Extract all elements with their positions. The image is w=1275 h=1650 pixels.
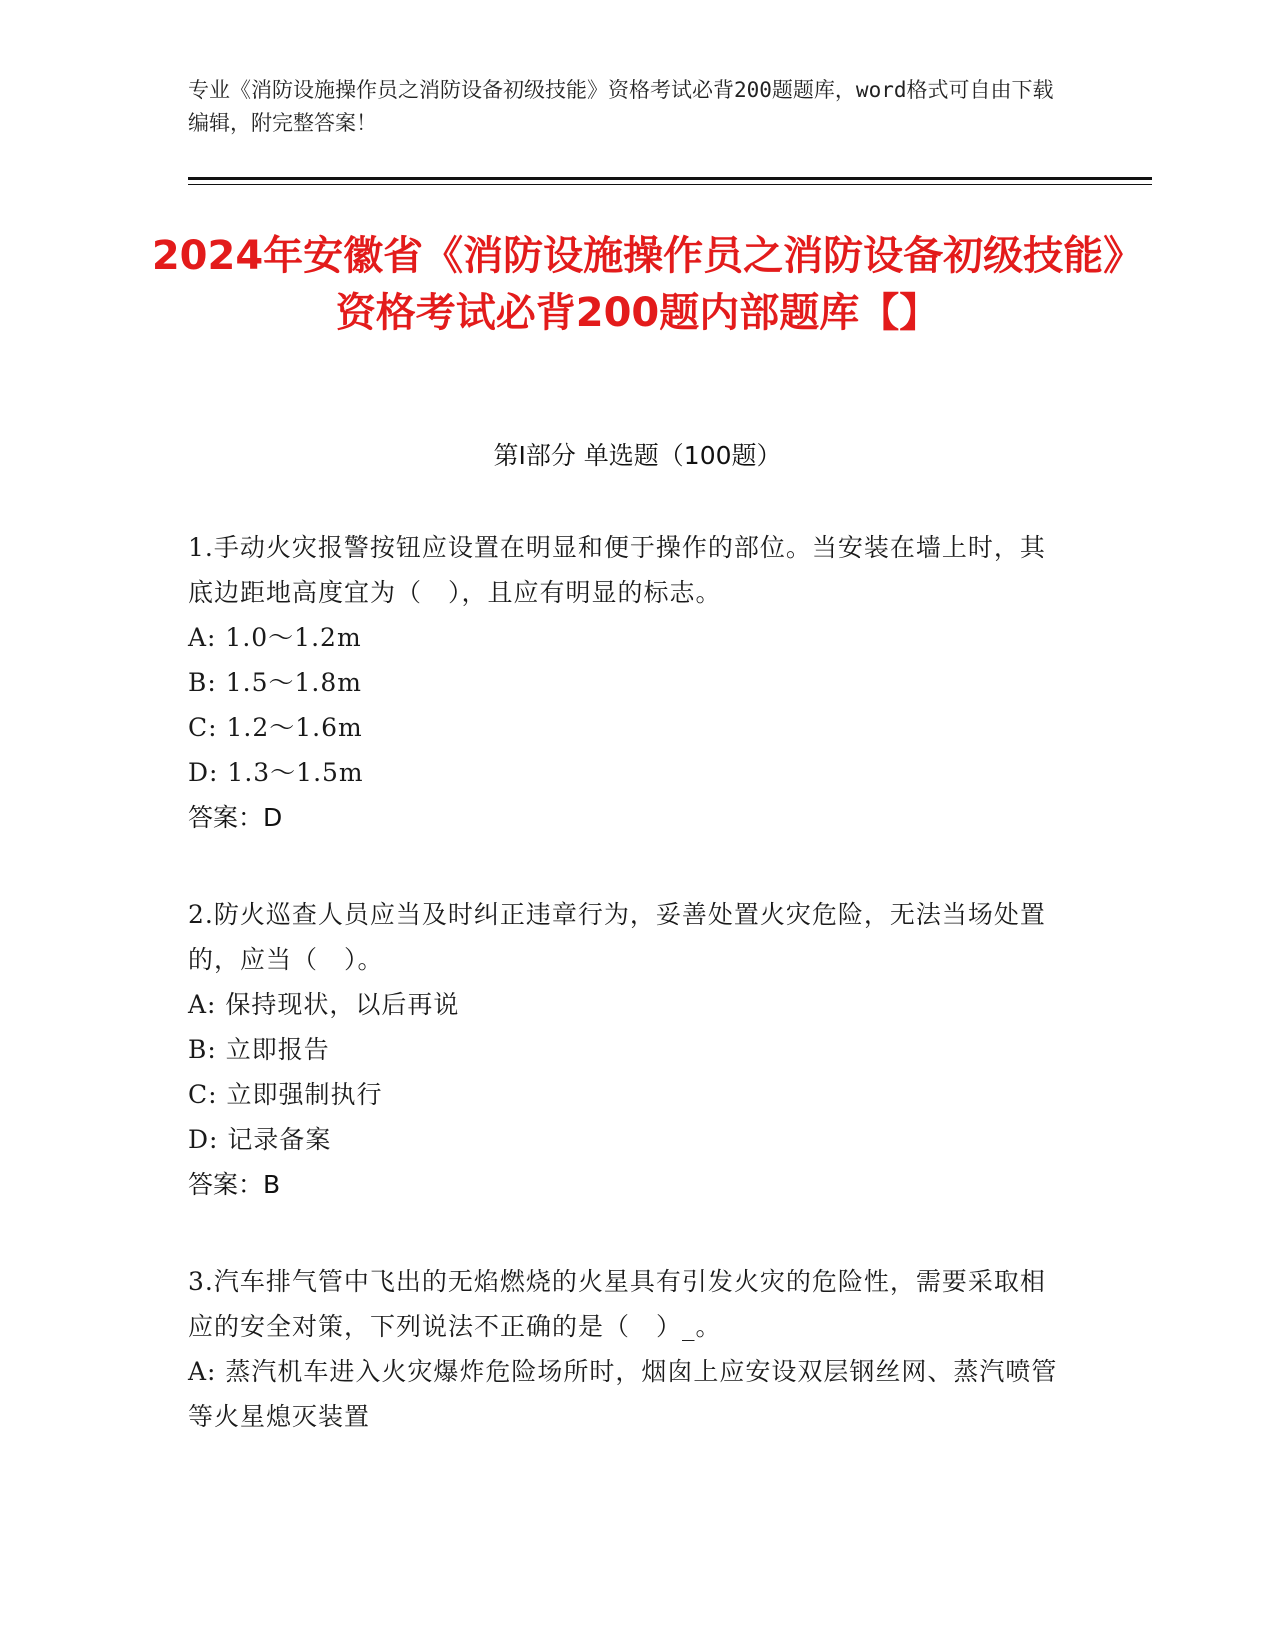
question-stem: 1.手动火灾报警按钮应设置在明显和便于操作的部位。当安装在墙上时，其底边距地高度宜为（ ），且应有明显的标志。 — [188, 533, 1046, 607]
question-list — [188, 525, 1068, 1491]
header-divider-thick — [188, 177, 1152, 180]
option-c: C: 1.2～1.6m — [188, 713, 363, 742]
header-divider-thin — [188, 184, 1152, 185]
option-b: B: 1.5～1.8m — [188, 668, 362, 697]
question-stem: 3.汽车排气管中飞出的无焰燃烧的火星具有引发火灾的危险性，需要采取相应的安全对策，下列说法不正确的是（ ）_。 — [188, 1267, 1046, 1341]
option-d: D: 1.3～1.5m — [188, 758, 364, 787]
option-a: A: 1.0～1.2m — [188, 623, 362, 652]
option-c: C: 立即强制执行 — [188, 1080, 383, 1109]
option-a: A: 蒸汽机车进入火灾爆炸危险场所时，烟囱上应安设双层钢丝网、蒸汽喷管等火星熄灭装置 — [188, 1357, 1058, 1431]
document-title: 2024年安徽省《消防设施操作员之消防设备初级技能》资格考试必背200题内部题库【】 — [151, 233, 1124, 336]
answer-line: 答案：D — [188, 803, 283, 832]
header-note: 专业《消防设施操作员之消防设备初级技能》资格考试必背200题题库，word格式可自由下载编辑，附完整答案！ — [188, 78, 1054, 135]
option-b: B: 立即报告 — [188, 1035, 330, 1064]
question-item — [188, 892, 1068, 1207]
question-item — [188, 1259, 1068, 1439]
option-d: D: 记录备案 — [188, 1125, 332, 1154]
section-heading: 第I部分 单选题（100题） — [493, 441, 782, 470]
question-stem: 2.防火巡查人员应当及时纠正违章行为，妥善处置火灾危险，无法当场处置的，应当（ ）。 — [188, 900, 1046, 974]
option-a: A: 保持现状，以后再说 — [188, 990, 460, 1019]
question-item — [188, 525, 1068, 840]
answer-line: 答案：B — [188, 1170, 281, 1199]
